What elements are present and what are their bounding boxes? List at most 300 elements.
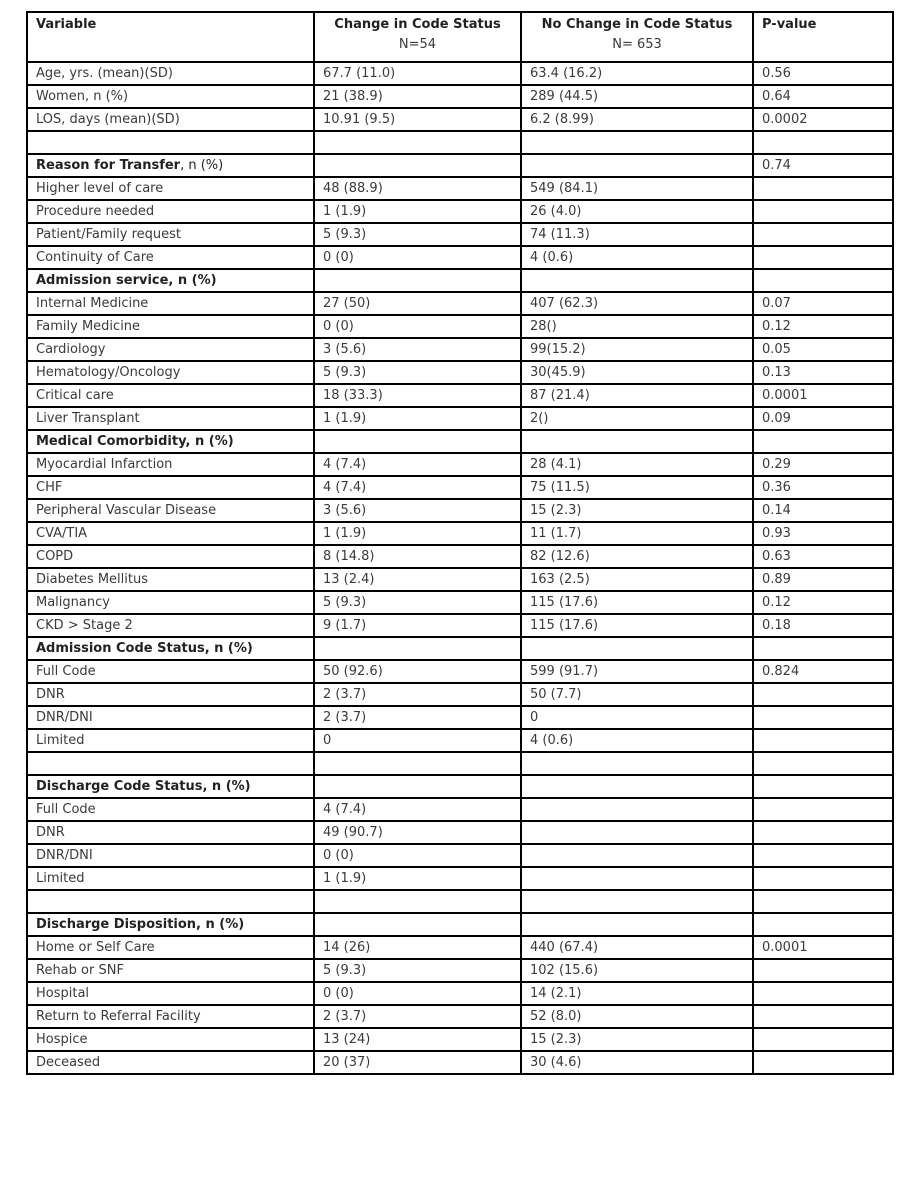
change-cell [314,913,521,936]
no-change-cell [521,660,753,683]
change-cell [314,683,521,706]
variable-cell [27,177,314,200]
p-value-cell [753,1005,893,1028]
p-value-cell-value: 0.74 [762,158,791,173]
variable-label: COPD [36,549,74,564]
variable-cell [27,706,314,729]
variable-label: Admission Code Status, n (%) [36,641,253,656]
variable-cell [27,407,314,430]
no-change-cell [521,407,753,430]
p-value-cell [753,407,893,430]
variable-cell [27,890,314,913]
header-change-in-code-status [314,12,521,62]
no-change-cell [521,614,753,637]
variable-cell [27,568,314,591]
table-row [27,223,893,246]
no-change-cell-value: 74 (11.3) [530,227,590,242]
variable-label: DNR [36,825,65,840]
variable-cell [27,131,314,154]
variable-label: Peripheral Vascular Disease [36,503,217,518]
variable-label: Continuity of Care [36,250,154,265]
header-no-change-in-code-status [521,12,753,62]
change-cell [314,62,521,85]
table-row [27,660,893,683]
variable-label: Malignancy [36,595,110,610]
table-body [27,62,893,1074]
no-change-cell [521,177,753,200]
change-cell [314,959,521,982]
no-change-cell-value: 15 (2.3) [530,1032,582,1047]
variable-label: Critical care [36,388,114,403]
p-value-cell [753,131,893,154]
no-change-cell-value: 0 [530,710,539,725]
change-cell-value: 5 (9.3) [323,963,367,978]
variable-cell [27,1051,314,1074]
p-value-cell [753,62,893,85]
table-row [27,85,893,108]
variable-label-suffix: , n (%) [180,158,224,173]
change-cell [314,1051,521,1074]
change-cell-value: 20 (37) [323,1055,371,1070]
variable-cell [27,499,314,522]
variable-cell [27,844,314,867]
variable-cell [27,1028,314,1051]
change-cell [314,154,521,177]
variable-cell [27,338,314,361]
change-cell-value: 9 (1.7) [323,618,367,633]
blank-row [27,890,893,913]
characteristics-table [26,11,894,1075]
table-row [27,315,893,338]
header-change-label: Change in Code Status [334,17,501,32]
no-change-cell-value: 163 (2.5) [530,572,590,587]
change-cell-value: 10.91 (9.5) [323,112,396,127]
p-value-cell [753,798,893,821]
no-change-cell-value: 99(15.2) [530,342,586,357]
variable-cell [27,752,314,775]
variable-cell [27,959,314,982]
section-row [27,775,893,798]
no-change-cell [521,752,753,775]
no-change-cell-value: 549 (84.1) [530,181,599,196]
p-value-cell-value: 0.13 [762,365,791,380]
table-row [27,292,893,315]
variable-label: Home or Self Care [36,940,155,955]
variable-cell [27,108,314,131]
change-cell-value: 1 (1.9) [323,871,367,886]
p-value-cell [753,637,893,660]
change-cell-value: 4 (7.4) [323,480,367,495]
p-value-cell [753,361,893,384]
no-change-cell [521,361,753,384]
p-value-cell [753,476,893,499]
section-row [27,430,893,453]
change-cell [314,591,521,614]
no-change-cell [521,292,753,315]
change-cell-value: 50 (92.6) [323,664,383,679]
change-cell [314,660,521,683]
table-row [27,545,893,568]
variable-cell [27,85,314,108]
header-p-value-label: P-value [762,17,817,32]
variable-cell [27,430,314,453]
change-cell-value: 48 (88.9) [323,181,383,196]
table-header-row [27,12,893,62]
p-value-cell [753,591,893,614]
p-value-cell-value: 0.63 [762,549,791,564]
no-change-cell [521,821,753,844]
p-value-cell [753,108,893,131]
p-value-cell [753,936,893,959]
no-change-cell [521,913,753,936]
p-value-cell-value: 0.07 [762,296,791,311]
no-change-cell [521,936,753,959]
no-change-cell-value: 407 (62.3) [530,296,599,311]
change-cell [314,361,521,384]
variable-label: DNR [36,687,65,702]
table-row [27,729,893,752]
change-cell [314,821,521,844]
change-cell [314,775,521,798]
variable-label: LOS, days (mean)(SD) [36,112,180,127]
header-p-value [753,12,893,62]
no-change-cell-value: 30(45.9) [530,365,586,380]
no-change-cell [521,338,753,361]
variable-label: Patient/Family request [36,227,182,242]
no-change-cell-value: 52 (8.0) [530,1009,582,1024]
p-value-cell [753,1028,893,1051]
no-change-cell-value: 26 (4.0) [530,204,582,219]
variable-cell [27,660,314,683]
variable-cell [27,154,314,177]
p-value-cell [753,269,893,292]
table-row [27,476,893,499]
no-change-cell [521,637,753,660]
no-change-cell-value: 11 (1.7) [530,526,582,541]
variable-cell [27,1005,314,1028]
p-value-cell [753,85,893,108]
no-change-cell [521,982,753,1005]
table-row [27,867,893,890]
p-value-cell [753,890,893,913]
p-value-cell [753,430,893,453]
no-change-cell [521,775,753,798]
change-cell-value: 14 (26) [323,940,371,955]
no-change-cell [521,108,753,131]
p-value-cell-value: 0.0001 [762,940,808,955]
p-value-cell-value: 0.0002 [762,112,808,127]
p-value-cell-value: 0.14 [762,503,791,518]
section-row [27,637,893,660]
no-change-cell-value: 2() [530,411,549,426]
variable-label: Discharge Code Status, n (%) [36,779,251,794]
change-cell [314,936,521,959]
p-value-cell [753,499,893,522]
no-change-cell [521,844,753,867]
variable-cell [27,913,314,936]
variable-cell [27,384,314,407]
table-row [27,200,893,223]
change-cell-value: 2 (3.7) [323,710,367,725]
p-value-cell [753,154,893,177]
variable-label: Deceased [36,1055,101,1070]
variable-cell [27,867,314,890]
p-value-cell [753,522,893,545]
variable-label: Limited [36,871,85,886]
no-change-cell [521,384,753,407]
change-cell-value: 0 [323,733,332,748]
p-value-cell-value: 0.0001 [762,388,808,403]
table-row [27,821,893,844]
table-row [27,798,893,821]
no-change-cell [521,522,753,545]
no-change-cell [521,867,753,890]
change-cell-value: 1 (1.9) [323,526,367,541]
variable-label: Women, n (%) [36,89,129,104]
change-cell-value: 4 (7.4) [323,457,367,472]
p-value-cell [753,384,893,407]
no-change-cell [521,430,753,453]
change-cell [314,499,521,522]
variable-label: Hospice [36,1032,88,1047]
variable-label: Age, yrs. (mean)(SD) [36,66,173,81]
change-cell [314,292,521,315]
p-value-cell [753,982,893,1005]
variable-cell [27,614,314,637]
change-cell [314,315,521,338]
p-value-cell-value: 0.18 [762,618,791,633]
no-change-cell [521,154,753,177]
variable-cell [27,476,314,499]
no-change-cell-value: 440 (67.4) [530,940,599,955]
change-cell-value: 21 (38.9) [323,89,383,104]
change-cell-value: 13 (2.4) [323,572,375,587]
no-change-cell [521,246,753,269]
variable-label: CVA/TIA [36,526,88,541]
no-change-cell [521,568,753,591]
p-value-cell [753,200,893,223]
p-value-cell-value: 0.12 [762,595,791,610]
p-value-cell [753,729,893,752]
header-no-change-label: No Change in Code Status [541,17,733,32]
change-cell [314,867,521,890]
variable-cell [27,522,314,545]
no-change-cell [521,269,753,292]
change-cell-value: 0 (0) [323,986,354,1001]
variable-cell [27,798,314,821]
change-cell-value: 0 (0) [323,848,354,863]
change-cell [314,338,521,361]
table-row [27,499,893,522]
no-change-cell-value: 50 (7.7) [530,687,582,702]
no-change-cell-value: 30 (4.6) [530,1055,582,1070]
no-change-cell-value: 63.4 (16.2) [530,66,603,81]
variable-label: Cardiology [36,342,106,357]
variable-cell [27,591,314,614]
change-cell [314,890,521,913]
table-row [27,338,893,361]
no-change-cell-value: 6.2 (8.99) [530,112,594,127]
table-row [27,407,893,430]
variable-cell [27,936,314,959]
variable-label: Diabetes Mellitus [36,572,148,587]
header-no-change-n: N= 653 [612,37,662,52]
p-value-cell-value: 0.05 [762,342,791,357]
change-cell-value: 18 (33.3) [323,388,383,403]
p-value-cell [753,568,893,591]
variable-label: Reason for Transfer [36,158,181,173]
no-change-cell [521,1005,753,1028]
no-change-cell [521,85,753,108]
change-cell [314,85,521,108]
p-value-cell-value: 0.29 [762,457,791,472]
variable-cell [27,269,314,292]
no-change-cell-value: 115 (17.6) [530,618,599,633]
change-cell-value: 3 (5.6) [323,503,367,518]
table-row [27,1005,893,1028]
variable-cell [27,637,314,660]
no-change-cell [521,959,753,982]
variable-label: CKD > Stage 2 [36,618,133,633]
p-value-cell [753,614,893,637]
table-row [27,246,893,269]
change-cell-value: 5 (9.3) [323,227,367,242]
p-value-cell [753,338,893,361]
p-value-cell [753,545,893,568]
p-value-cell-value: 0.12 [762,319,791,334]
no-change-cell-value: 75 (11.5) [530,480,590,495]
variable-label: Family Medicine [36,319,141,334]
change-cell [314,407,521,430]
change-cell [314,453,521,476]
variable-cell [27,223,314,246]
p-value-cell [753,246,893,269]
table-row [27,453,893,476]
variable-cell [27,361,314,384]
change-cell-value: 1 (1.9) [323,204,367,219]
no-change-cell-value: 82 (12.6) [530,549,590,564]
no-change-cell [521,62,753,85]
no-change-cell [521,706,753,729]
p-value-cell-value: 0.89 [762,572,791,587]
p-value-cell [753,706,893,729]
table-row [27,568,893,591]
table-row [27,706,893,729]
blank-row [27,752,893,775]
change-cell-value: 13 (24) [323,1032,371,1047]
table-row [27,683,893,706]
variable-label: Rehab or SNF [36,963,124,978]
change-cell-value: 5 (9.3) [323,365,367,380]
no-change-cell [521,683,753,706]
change-cell [314,545,521,568]
table-row [27,361,893,384]
change-cell-value: 0 (0) [323,319,354,334]
change-cell [314,522,521,545]
table-row [27,1028,893,1051]
p-value-cell [753,844,893,867]
header-variable [27,12,314,62]
variable-cell [27,545,314,568]
variable-cell [27,453,314,476]
variable-label: DNR/DNI [36,710,93,725]
no-change-cell [521,591,753,614]
p-value-cell [753,315,893,338]
table-row [27,108,893,131]
section-row [27,913,893,936]
variable-label: CHF [36,480,63,495]
table-row [27,936,893,959]
change-cell [314,614,521,637]
table-row [27,844,893,867]
no-change-cell-value: 14 (2.1) [530,986,582,1001]
variable-label: Hospital [36,986,90,1001]
variable-label: Limited [36,733,85,748]
no-change-cell-value: 87 (21.4) [530,388,590,403]
p-value-cell [753,453,893,476]
no-change-cell [521,890,753,913]
no-change-cell [521,729,753,752]
change-cell [314,430,521,453]
p-value-cell-value: 0.36 [762,480,791,495]
section-row [27,269,893,292]
blank-row [27,131,893,154]
no-change-cell [521,131,753,154]
table-row [27,1051,893,1074]
variable-label: Admission service, n (%) [36,273,217,288]
change-cell-value: 0 (0) [323,250,354,265]
variable-label: Full Code [36,664,96,679]
no-change-cell-value: 15 (2.3) [530,503,582,518]
table-row [27,591,893,614]
p-value-cell [753,177,893,200]
p-value-cell [753,913,893,936]
change-cell-value: 2 (3.7) [323,687,367,702]
p-value-cell-value: 0.93 [762,526,791,541]
no-change-cell [521,499,753,522]
p-value-cell [753,223,893,246]
variable-label: Internal Medicine [36,296,149,311]
change-cell-value: 3 (5.6) [323,342,367,357]
p-value-cell [753,660,893,683]
header-change-n: N=54 [398,37,437,52]
variable-cell [27,292,314,315]
no-change-cell [521,223,753,246]
change-cell-value: 49 (90.7) [323,825,383,840]
change-cell-value: 27 (50) [323,296,371,311]
change-cell [314,384,521,407]
variable-cell [27,821,314,844]
no-change-cell [521,545,753,568]
variable-cell [27,775,314,798]
change-cell-value: 67.7 (11.0) [323,66,396,81]
no-change-cell-value: 289 (44.5) [530,89,599,104]
change-cell [314,637,521,660]
p-value-cell [753,959,893,982]
change-cell [314,706,521,729]
p-value-cell [753,821,893,844]
no-change-cell-value: 28 (4.1) [530,457,582,472]
change-cell [314,982,521,1005]
variable-label: Return to Referral Facility [36,1009,201,1024]
no-change-cell [521,476,753,499]
section-row [27,154,893,177]
variable-cell [27,683,314,706]
variable-cell [27,729,314,752]
no-change-cell [521,315,753,338]
variable-cell [27,62,314,85]
table-row [27,384,893,407]
